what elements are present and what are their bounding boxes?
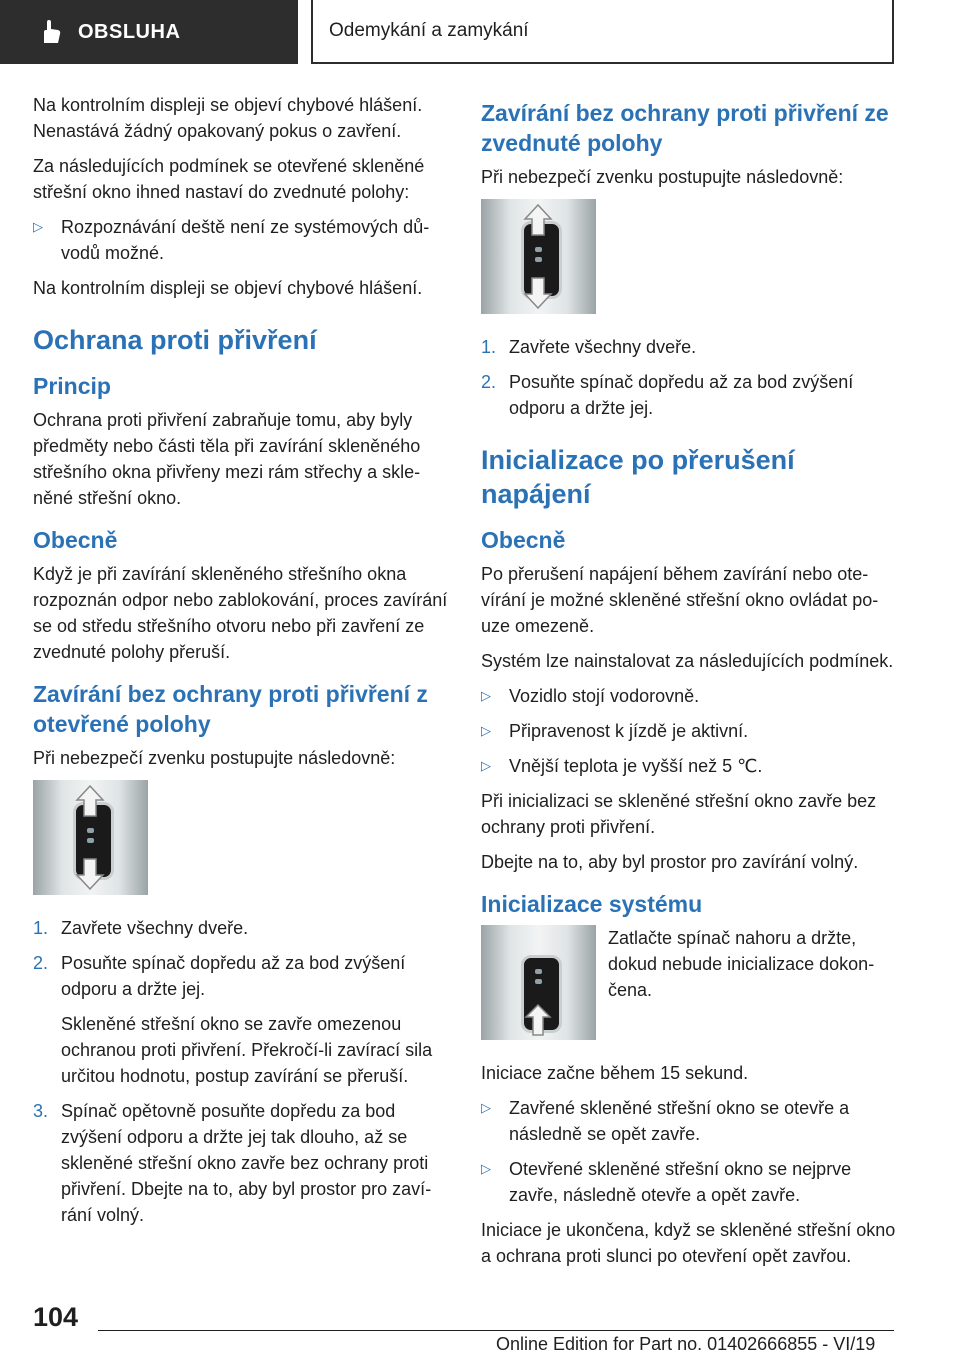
paragraph: Za následujících podmínek se otevřené skleněné střešní okno ihned nastaví do zvednuté polohy: (33, 156, 425, 202)
paragraph: Při inicializaci se skleněné střešní okno zavře bez ochrany proti přivření. (481, 791, 877, 837)
paragraph: Iniciace je ukončena, když se skleněné střešní okno a ochrana proti slunci po otevření opět zavřou. (481, 1220, 896, 1266)
step-text: Posuňte spínač dopředu až za bod zvýšení odporu a držte jej. (61, 953, 406, 999)
paragraph: Když je při zavírání skleněného střešního okna rozpoznán odpor nebo zablokování, proces zavírání se od středu střešního otvoru nebo při zavření ze zvednuté polohy přeruší. (33, 564, 448, 662)
step-item (481, 334, 899, 360)
paragraph: Na kontrolním displeji se objeví chybové hlášení. (33, 278, 423, 298)
bullet-marker: ▷ (481, 1100, 491, 1115)
step-number: 1. (481, 337, 497, 357)
switch-photo (481, 199, 596, 314)
page-number: 104 (33, 1302, 79, 1332)
heading-princip: Princip (33, 373, 111, 399)
bullet-text: Vozidlo stojí vodorovně. (509, 686, 700, 706)
left-column (33, 92, 451, 1237)
heading-ochrana: Ochrana proti přivření (33, 325, 317, 355)
heading-obecne: Obecně (33, 527, 118, 553)
step-number: 1. (33, 918, 49, 938)
heading-inicializace-systemu: Inicializace systému (481, 891, 703, 917)
section-title: OBSLUHA (78, 20, 181, 43)
heading-obecne: Obecně (481, 527, 566, 553)
bullet-item (481, 718, 899, 744)
step-item (33, 950, 451, 1002)
arrows-up-down-icon (33, 780, 148, 895)
step-text: Spínač opětovně posuňte dopředu za bod zvýšení odporu a držte jej tak dlouho, až se skleněné střešní okno zavře bez ochrany proti přivření. Dbejte na to, aby byl prostor pro zavírání volný. (61, 1101, 432, 1225)
step-note: Skleněné střešní okno se zavře omezenou ochranou proti přivření. Překročí-li zavírací sila určitou hodnotu, postup zavírání se přeruší. (61, 1014, 433, 1086)
step-number: 2. (481, 372, 497, 392)
heading-inicializace: Inicializace po přerušení napájení (481, 445, 795, 509)
heading-zavirani: Zavírání bez ochrany proti přivření z otevřené polohy (33, 681, 428, 737)
step-item (33, 915, 451, 941)
step-text: Zavřete všechny dveře. (61, 918, 249, 938)
edition-text: Online Edition for Part no. 01402666855 - VI/19 (496, 1334, 876, 1354)
step-text: Posuňte spínač dopředu až za bod zvýšení odporu a držte jej. (509, 372, 854, 418)
bullet-marker: ▷ (481, 723, 491, 738)
arrows-up-down-icon (481, 199, 596, 314)
bullet-text: Zavřené skleněné střešní okno se otevře a následně se opět zavře. (509, 1098, 850, 1144)
paragraph: Po přerušení napájení během zavírání nebo otevírání je možné skleněné střešní okno ovládat pouze omezeně. (481, 564, 879, 636)
chapter-title: Odemykání a zamykání (311, 0, 894, 64)
paragraph: Iniciace začne během 15 sekund. (481, 1063, 749, 1083)
paragraph: Zatlačte spínač nahoru a držte, dokud nebude inicializace dokončena. (608, 928, 875, 1000)
bullet-text: Otevřené skleněné střešní okno se nejprve zavře, následně otevře a opět zavře. (509, 1159, 852, 1205)
right-column (481, 92, 899, 1278)
paragraph: Při nebezpečí zvenku postupujte následovně: (481, 167, 844, 187)
bullet-text: Rozpoznávání deště není ze systémových důvodů možné. (61, 217, 430, 263)
bullet-marker: ▷ (481, 758, 491, 773)
arrow-up-icon (481, 925, 596, 1040)
paragraph: Ochrana proti přivření zabraňuje tomu, aby byly předměty nebo části těla při zavírání skleněného střešního okna přivřeny mezi rám střechy a skleněné střešní okno. (33, 410, 421, 508)
bullet-text: Připravenost k jízdě je aktivní. (509, 721, 749, 741)
bullet-item (481, 753, 899, 779)
switch-photo (481, 925, 596, 1040)
section-tab (0, 0, 298, 64)
step-number: 3. (33, 1101, 49, 1121)
bullet-marker: ▷ (33, 219, 43, 234)
bullet-text: Vnější teplota je vyšší než 5 ℃. (509, 756, 763, 776)
figure-row (481, 925, 899, 1060)
step-item (481, 369, 899, 421)
step-text: Zavřete všechny dveře. (509, 337, 697, 357)
heading-zavirani-zvednute: Zavírání bez ochrany proti přivření ze zvednuté polohy (481, 100, 889, 156)
paragraph: Dbejte na to, aby byl prostor pro zavírání volný. (481, 852, 859, 872)
bullet-item (481, 1156, 899, 1208)
bullet-item (481, 1095, 899, 1147)
hand-icon (38, 19, 64, 45)
footer-divider (98, 1330, 894, 1331)
bullet-item (481, 683, 899, 709)
step-number: 2. (33, 953, 49, 973)
bullet-marker: ▷ (481, 1161, 491, 1176)
bullet-marker: ▷ (481, 688, 491, 703)
bullet-item (33, 214, 451, 266)
paragraph: Při nebezpečí zvenku postupujte následovně: (33, 748, 396, 768)
switch-photo (33, 780, 148, 895)
step-item (33, 1098, 451, 1228)
paragraph: Systém lze nainstalovat za následujících podmínek. (481, 651, 894, 671)
paragraph: Na kontrolním displeji se objeví chybové hlášení. Nenastává žádný opakovaný pokus o zavření. (33, 95, 423, 141)
